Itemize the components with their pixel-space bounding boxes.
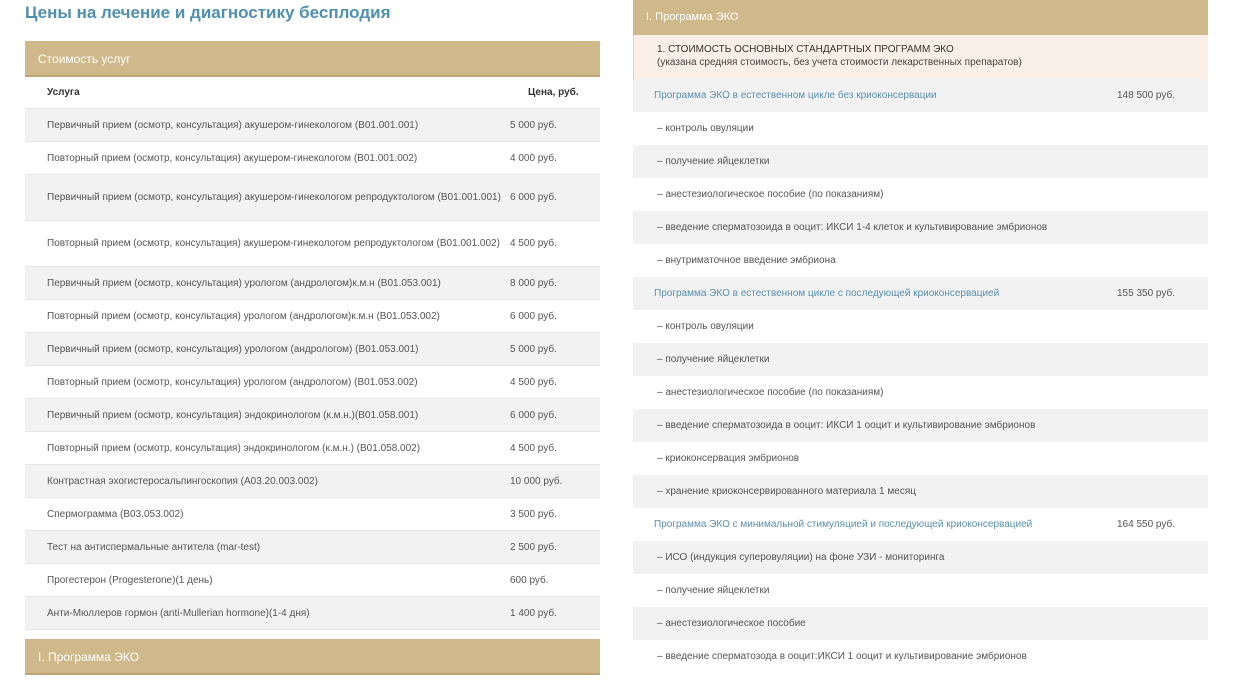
- service-name: Первичный прием (осмотр, консультация) урологом (андрологом) (B01.053.001): [47, 343, 419, 355]
- table-row: [25, 465, 600, 498]
- table-row: [25, 564, 600, 597]
- table-row: [25, 399, 600, 432]
- program-row[interactable]: [633, 277, 1208, 310]
- program-step: – контроль овуляции: [657, 321, 754, 332]
- program-step: – получение яйцеклетки: [657, 354, 770, 365]
- service-name: Контрастная эхогистеросальпингоскопия (A03.20.003.002): [47, 475, 318, 487]
- service-name: Первичный прием (осмотр, консультация) акушером-гинекологом (B01.001.001): [47, 119, 419, 131]
- eco-program-header-left[interactable]: I. Программа ЭКО: [25, 639, 600, 675]
- program-step-row: [633, 112, 1208, 145]
- program-step-row: [633, 178, 1208, 211]
- program-step: – анестезиологическое пособие: [657, 618, 806, 629]
- table-row: [25, 221, 600, 267]
- table-row: [25, 531, 600, 564]
- service-name: Первичный прием (осмотр, консультация) эндокринологом (к.м.н.)(B01.058.001): [47, 409, 419, 421]
- program-step: – введение сперматозоида в ооцит: ИКСИ 1 ооцит и культивирование эмбрионов: [657, 420, 1036, 431]
- column-price: Цена, руб.: [528, 87, 579, 98]
- column-service: Услуга: [47, 87, 80, 98]
- program-step: – криоконсервация эмбрионов: [657, 453, 800, 464]
- program-step-row: [633, 475, 1208, 508]
- service-name: Повторный прием (осмотр, консультация) акушером-гинекологом (B01.001.002): [47, 152, 418, 164]
- page-title: Цены на лечение и диагностику бесплодия: [25, 3, 391, 22]
- service-price: 4 500 руб.: [510, 442, 557, 454]
- table-row: [25, 267, 600, 300]
- right-panel: [633, 0, 1208, 673]
- program-step-row: [633, 244, 1208, 277]
- programs-table-body: [633, 79, 1208, 673]
- program-step: – анестезиологическое пособие (по показаниям): [657, 189, 884, 200]
- service-price: 4 500 руб.: [510, 238, 557, 249]
- program-step-row: [633, 376, 1208, 409]
- service-price: 4 500 руб.: [510, 376, 557, 388]
- service-name: Тест на антиспермальные антитела (mar-test): [47, 541, 261, 553]
- program-step-row: [633, 310, 1208, 343]
- service-name: Первичный прием (осмотр, консультация) акушером-гинекологом репродуктологом (B01.001.001): [47, 192, 501, 203]
- services-table-body: [25, 109, 600, 630]
- program-step-row: [633, 541, 1208, 574]
- table-row: [25, 333, 600, 366]
- service-price: 2 500 руб.: [510, 541, 557, 553]
- program-step-row: [633, 145, 1208, 178]
- service-name: Повторный прием (осмотр, консультация) урологом (андрологом) (B01.053.002): [47, 376, 418, 388]
- program-step: – хранение криоконсервированного материала 1 месяц: [657, 486, 916, 497]
- program-step: – получение яйцеклетки: [657, 585, 770, 596]
- service-price: 600 руб.: [510, 574, 549, 586]
- service-name: Прогестерон (Progesterone)(1 день): [47, 574, 213, 586]
- service-price: 6 000 руб.: [510, 409, 557, 421]
- program-step-row: [633, 640, 1208, 673]
- service-price: 1 400 руб.: [510, 607, 557, 619]
- table-row: [25, 300, 600, 333]
- table-row: [25, 366, 600, 399]
- program-row[interactable]: [633, 79, 1208, 112]
- program-price: 148 500 руб.: [1117, 90, 1175, 101]
- program-step-row: [633, 442, 1208, 475]
- table-row: [25, 175, 600, 221]
- table-row: [25, 432, 600, 465]
- program-step-row: [633, 343, 1208, 376]
- program-step-row: [633, 409, 1208, 442]
- table-row: [25, 498, 600, 531]
- service-price: 10 000 руб.: [510, 475, 563, 487]
- service-name: Спермограмма (B03.053.002): [47, 508, 184, 520]
- service-price: 6 000 руб.: [510, 192, 557, 203]
- program-price: 155 350 руб.: [1117, 288, 1175, 299]
- program-link[interactable]: Программа ЭКО в естественном цикле с последующей криоконсервацией: [654, 288, 1000, 299]
- program-step: – анестезиологическое пособие (по показаниям): [657, 387, 884, 398]
- service-name: Анти-Мюллеров гормон (anti-Mullerian hormone)(1-4 дня): [47, 607, 310, 619]
- service-name: Первичный прием (осмотр, консультация) урологом (андрологом)к.м.н (B01.053.001): [47, 277, 441, 289]
- program-step: – введение сперматозода в ооцит:ИКСИ 1 ооцит и культивирование эмбрионов: [657, 651, 1027, 662]
- left-panel: [25, 0, 600, 630]
- program-link[interactable]: Программа ЭКО с минимальной стимуляцией и последующей криоконсервацией: [654, 519, 1033, 530]
- service-price: 5 000 руб.: [510, 343, 557, 355]
- program-row[interactable]: [633, 508, 1208, 541]
- table-header: [25, 77, 600, 109]
- program-step: – получение яйцеклетки: [657, 156, 770, 167]
- services-header: Стоимость услуг: [25, 41, 600, 77]
- program-link[interactable]: Программа ЭКО в естественном цикле без криоконсервации: [654, 90, 937, 101]
- table-row: [25, 597, 600, 630]
- program-step: – ИСО (индукция суперовуляции) на фоне УЗИ - мониторинга: [657, 552, 945, 563]
- service-price: 3 500 руб.: [510, 508, 557, 520]
- program-step: – внутриматочное введение эмбриона: [657, 255, 836, 266]
- program-step-row: [633, 211, 1208, 244]
- service-name: Повторный прием (осмотр, консультация) акушером-гинекологом репродуктологом (B01.001.002): [47, 238, 500, 249]
- program-step-row: [633, 574, 1208, 607]
- programs-note: [633, 35, 1208, 79]
- program-step: – введение сперматозоида в ооцит: ИКСИ 1-4 клеток и культивирование эмбрионов: [657, 222, 1048, 233]
- program-step-row: [633, 607, 1208, 640]
- service-name: Повторный прием (осмотр, консультация) урологом (андрологом)к.м.н (B01.053.002): [47, 310, 440, 322]
- service-price: 4 000 руб.: [510, 152, 557, 164]
- service-price: 8 000 руб.: [510, 277, 557, 289]
- table-row: [25, 109, 600, 142]
- service-name: Повторный прием (осмотр, консультация) эндокринологом (к.м.н.) (B01.058.002): [47, 442, 421, 454]
- program-step: – контроль овуляции: [657, 123, 754, 134]
- service-price: 6 000 руб.: [510, 310, 557, 322]
- table-row: [25, 142, 600, 175]
- eco-program-header[interactable]: I. Программа ЭКО: [633, 0, 1208, 35]
- note-subtitle: (указана средняя стоимость, без учета стоимости лекарственных препаратов): [657, 57, 1022, 68]
- service-price: 5 000 руб.: [510, 119, 557, 131]
- note-title: 1. СТОИМОСТЬ ОСНОВНЫХ СТАНДАРТНЫХ ПРОГРАММ ЭКО: [657, 44, 954, 55]
- program-price: 164 550 руб.: [1117, 519, 1175, 530]
